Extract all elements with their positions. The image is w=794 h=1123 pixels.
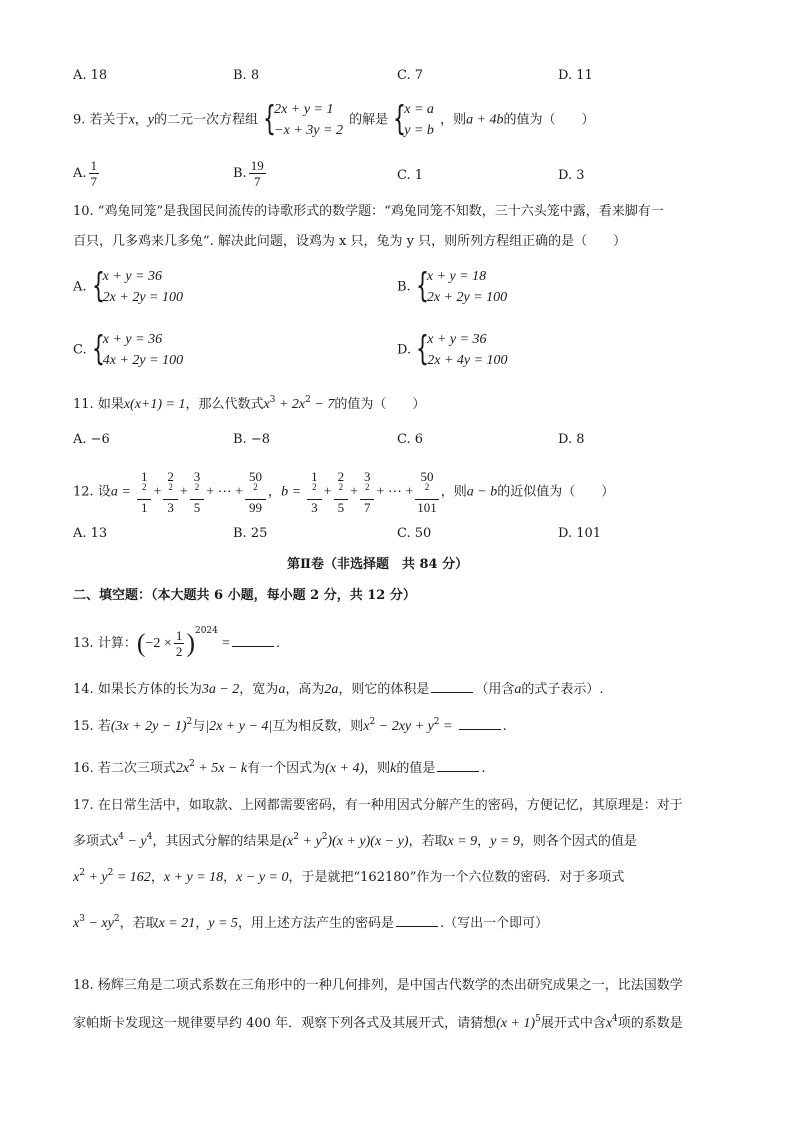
q11-option-b: B. −8 xyxy=(233,432,270,447)
q9-option-b-fraction: $\frac{19}{7}$ xyxy=(250,158,264,189)
q8-option-b: B. 8 xyxy=(233,68,260,83)
q9-option-b: B. $\frac{19}{7}$ xyxy=(233,158,264,189)
q12-b-term-1: 1 $^2$ 3 xyxy=(307,469,322,515)
q12-a-term-1: 1 $^2$ 1 xyxy=(137,469,152,515)
q9-number: 9. xyxy=(73,112,86,128)
question-13: 13. 计算：(−2 × $\frac{1}{2}$ )$^{2024}$ = . xyxy=(73,626,281,659)
q9-option-a: A. $\frac{1}{7}$ xyxy=(73,158,98,189)
section-title: 第Ⅱ卷（非选择题 共 84 分） xyxy=(287,557,469,572)
q12-option-a: A. 13 xyxy=(73,526,108,541)
q12-b-term-4: 50 $^2$ 101 xyxy=(417,469,437,515)
q10-option-b: B. { x + y = 18 2x + 2y = 100 xyxy=(397,266,508,306)
q13-answer-blank[interactable] xyxy=(232,634,274,647)
q10-line-1: 10. “鸡兔同笼”是我国民间流传的诗歌形式的数学题：“鸡兔同笼不知数，三十六头笼中露，看来脚有一 xyxy=(73,204,664,219)
q17-line-2: 多项式$x^4 - y^4$，其因式分解的结果是$(x^2 + y^2)(x + y)(x - y)$，若取x = 9，y = 9，则各个因式的值是 xyxy=(73,832,637,849)
q9-solution-system: { x = a y = b xyxy=(393,99,434,139)
q12-b-term-2: 2 $^2$ 5 xyxy=(334,469,349,515)
q9-option-c: C. 1 xyxy=(397,168,424,183)
part-2-title: 二、填空题：（本大题共 6 小题，每小题 2 分，共 12 分） xyxy=(73,588,416,603)
q15-answer-blank[interactable] xyxy=(459,717,501,730)
q17-line-3: $x^2 + y^2 = 162$，x + y = 18，x − y = 0，于是就把“162180”作为一个六位数的密码．对于多项式 xyxy=(73,868,625,885)
q9-option-a-fraction: $\frac{1}{7}$ xyxy=(90,158,98,189)
q11-option-a: A. −6 xyxy=(73,432,110,447)
q8-option-a: A. 18 xyxy=(73,68,108,83)
q18-line-2: 家帕斯卡发现这一规律要早约 400 年．观察下列各式及其展开式，请猜想$(x + 1)^5$展开式中含$x^4$项的系数是 xyxy=(73,1014,683,1031)
q8-option-d: D. 11 xyxy=(558,68,593,83)
question-12: 12. 设a = 1 $^2$ 1 + 2 $^2$ 3 + 3 $^2$ 5 + ⋯ + 50 $^2$ 99 ，b = 1 $^2$ 3 + 2 $^2$ 5 + 3 $^2$ 7 + ⋯ + 50 $^2$ 101 ，则a − b的近似值为（ ） xyxy=(73,469,615,515)
q12-b-term-3: 3 $^2$ 7 xyxy=(360,469,375,515)
q17-line-1: 17. 在日常生活中，如取款、上网都需要密码，有一种用因式分解产生的密码，方便记忆，其原理是：对于 xyxy=(73,798,683,813)
q9-equation-system: { 2x + y = 1 −x + 3y = 2 xyxy=(263,99,343,139)
q12-option-b: B. 25 xyxy=(233,526,268,541)
q14-answer-blank[interactable] xyxy=(431,680,473,693)
q16-answer-blank[interactable] xyxy=(437,759,479,772)
q12-a-term-4: 50 $^2$ 99 xyxy=(245,469,266,515)
q17-answer-blank[interactable] xyxy=(396,914,438,927)
q10-option-d: D. { x + y = 36 2x + 4y = 100 xyxy=(397,329,508,369)
question-9: 9. 若关于x，y的二元一次方程组 { 2x + y = 1 −x + 3y = 2 的解是 { x = a y = b ，则a + 4b的值为（ ） xyxy=(73,99,595,139)
q18-line-1: 18. 杨辉三角是二项式系数在三角形中的一种几何排列，是中国古代数学的杰出研究成果之一，比法国数学 xyxy=(73,978,683,993)
q8-option-c: C. 7 xyxy=(397,68,424,83)
question-16: 16. 若二次三项式$2x^2 + 5x - k$有一个因式为(x + 4)，则k的值是 . xyxy=(73,759,486,776)
question-14: 14. 如果长方体的长为3a − 2，宽为a，高为2a，则它的体积是 （用含a的式子表示）. xyxy=(73,682,604,697)
question-11: 11. 如果x(x+1) = 1，那么代数式$x^3 + 2x^2 - 7$的值为（ ） xyxy=(73,395,426,412)
q17-line-4: $x^3 - xy^2$，若取x = 21，y = 5，用上述方法产生的密码是 .（写出一个即可） xyxy=(73,914,549,931)
q11-option-d: D. 8 xyxy=(558,432,585,447)
q12-a-term-3: 3 $^2$ 5 xyxy=(190,469,205,515)
q12-option-d: D. 101 xyxy=(558,526,602,541)
question-15: 15. 若$(3x + 2y - 1)^2$与|2x + y − 4|互为相反数，则$x^2 - 2xy + y^2$ = . xyxy=(73,717,507,734)
q10-option-c: C. { x + y = 36 4x + 2y = 100 xyxy=(73,329,184,369)
q10-line-2: 百只，几多鸡来几多兔”. 解决此问题，设鸡为 x 只，兔为 y 只，则所列方程组正确的是（ ） xyxy=(73,234,627,249)
q10-option-a: A. { x + y = 36 2x + 2y = 100 xyxy=(73,266,183,306)
q9-option-d: D. 3 xyxy=(558,168,585,183)
q12-a-term-2: 2 $^2$ 3 xyxy=(163,469,178,515)
q11-option-c: C. 6 xyxy=(397,432,424,447)
q12-option-c: C. 50 xyxy=(397,526,432,541)
